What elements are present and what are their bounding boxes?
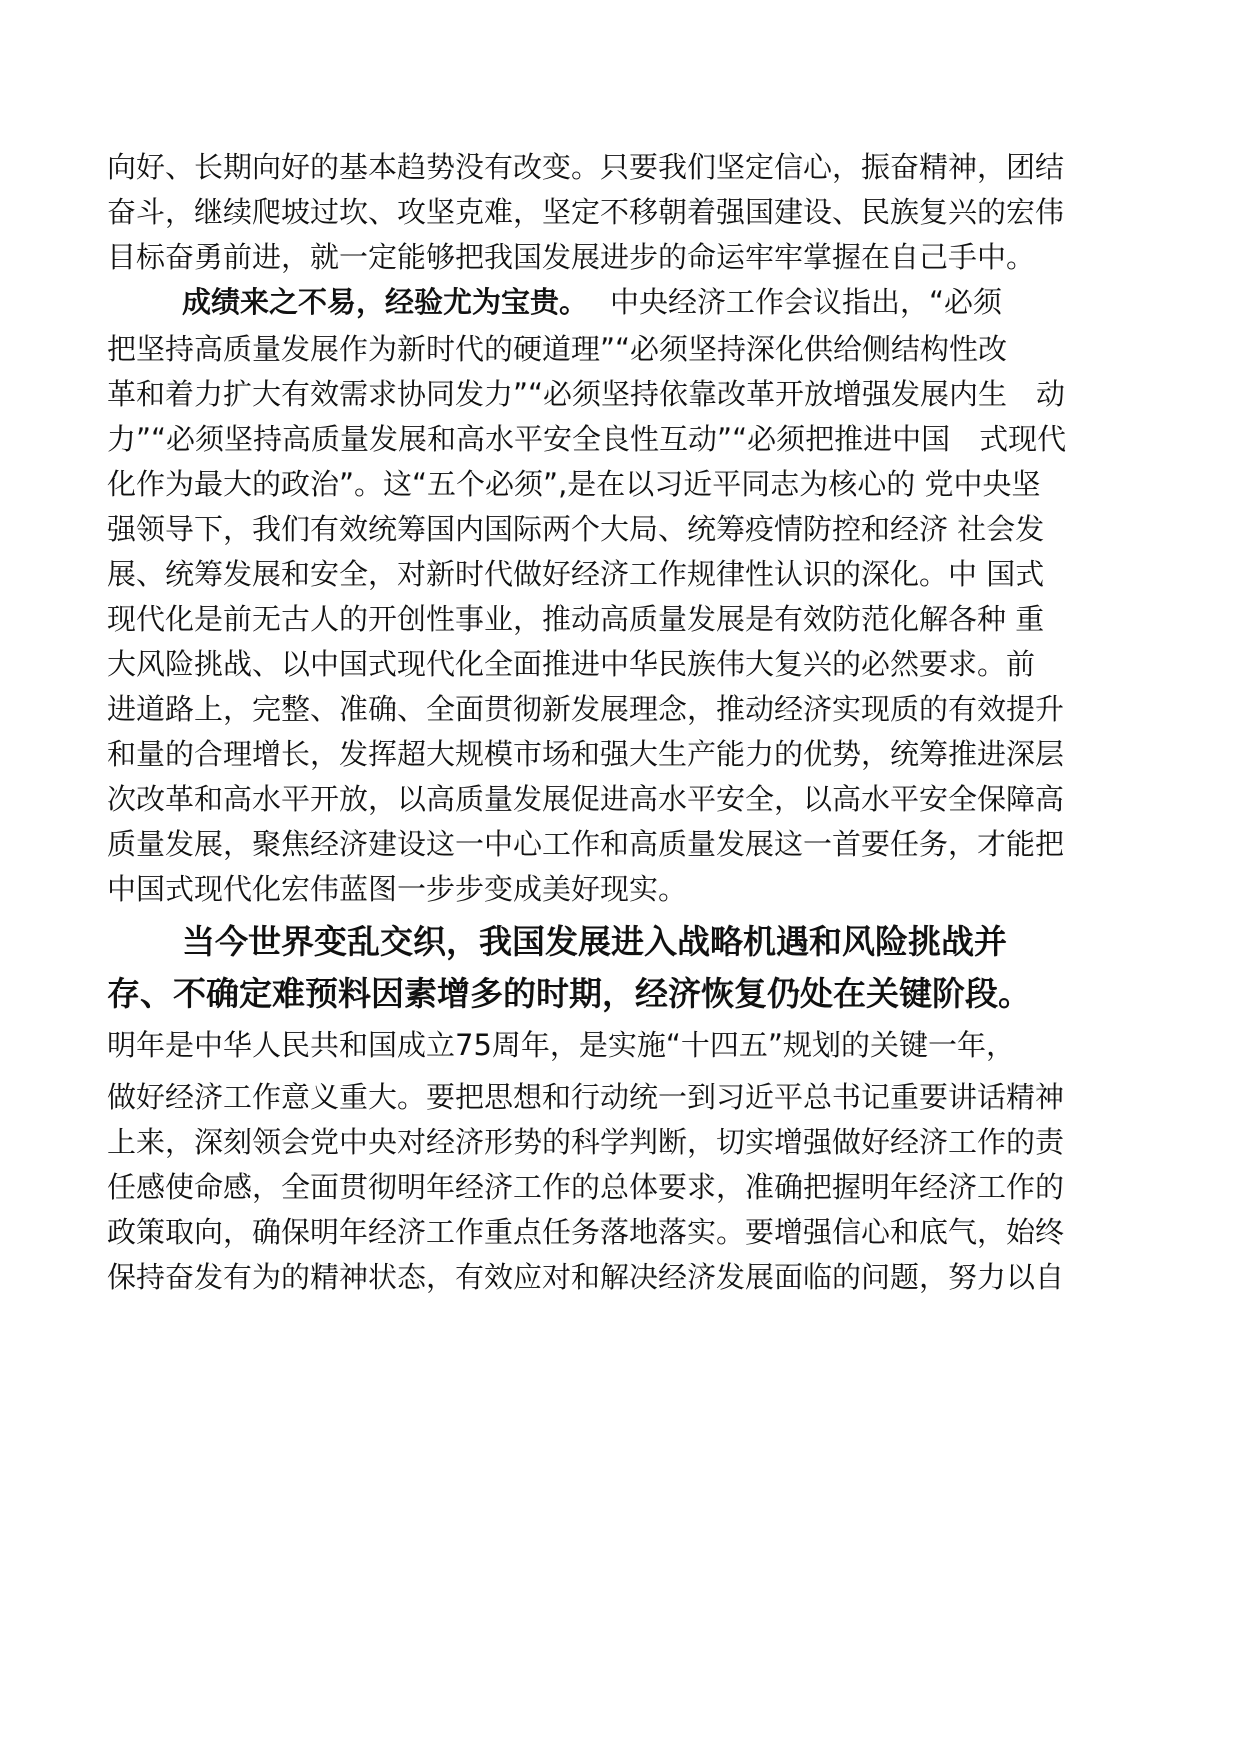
text-line: 展、统筹发展和安全，对新时代做好经济工作规律性认识的深化。中 国式 (107, 557, 1045, 591)
text-line: 目标奋勇前进，就一定能够把我国发展进步的命运牢牢掌握在自己手中。 (107, 240, 1036, 274)
lead-rest: 中央经济工作会议指出，“必须 (610, 285, 1003, 319)
text-line: 政策取向，确保明年经济工作重点任务落地落实。要增强信心和底气，始终 (107, 1215, 1065, 1249)
text-line: 明年是中华人民共和国成立75周年，是实施“十四五”规划的关键一年， (107, 1028, 1015, 1062)
text-line: 上来，深刻领会党中央对经济形势的科学判断，切实增强做好经济工作的责 (107, 1125, 1065, 1159)
text-line: 大风险挑战、以中国式现代化全面推进中华民族伟大复兴的必然要求。前 (107, 647, 1036, 681)
bold-heading-line: 存、不确定难预料因素增多的时期，经济恢复仍处在关键阶段。 (107, 974, 1031, 1013)
text-line: 现代化是前无古人的开创性事业，推动高质量发展是有效防范化解各种 重 (107, 602, 1045, 636)
text-line: 中国式现代化宏伟蓝图一步步变成美好现实。 (107, 872, 688, 906)
text-line: 和量的合理增长，发挥超大规模市场和强大生产能力的优势，统筹推进深层 (107, 737, 1065, 771)
text-line: 质量发展，聚焦经济建设这一中心工作和高质量发展这一首要任务，才能把 (107, 827, 1065, 861)
text-line: 强领导下，我们有效统筹国内国际两个大局、统筹疫情防控和经济 社会发 (107, 512, 1045, 546)
text-line: 次改革和高水平开放，以高质量发展促进高水平安全，以高水平安全保障高 (107, 782, 1065, 816)
paragraph-lead-line (182, 281, 1002, 323)
text-line: 革和着力扩大有效需求协同发力”“必须坚持依靠改革开放增强发展内生 动 (107, 377, 1066, 411)
text-line: 化作为最大的政治”。这“五个必须”,是在以习近平同志为核心的 党中央坚 (107, 467, 1041, 501)
text-line: 把坚持高质量发展作为新时代的硬道理”“必须坚持深化供给侧结构性改 (107, 332, 1008, 366)
text-line: 力”“必须坚持高质量发展和高水平安全良性互动”“必须把推进中国 式现代 (107, 422, 1067, 456)
text-line: 做好经济工作意义重大。要把思想和行动统一到习近平总书记重要讲话精神 (107, 1080, 1065, 1114)
text-line: 任感使命感，全面贯彻明年经济工作的总体要求，准确把握明年经济工作的 (107, 1170, 1065, 1204)
text-line: 进道路上，完整、准确、全面贯彻新发展理念，推动经济实现质的有效提升 (107, 692, 1065, 726)
text-line: 向好、长期向好的基本趋势没有改变。只要我们坚定信心，振奋精神，团结 (107, 150, 1065, 184)
bold-lead-sentence: 成绩来之不易，经验尤为宝贵。 (182, 285, 589, 319)
text-line: 保持奋发有为的精神状态，有效应对和解决经济发展面临的问题，努力以自 (107, 1260, 1065, 1294)
bold-heading-line: 当今世界变乱交织，我国发展进入战略机遇和风险挑战并 (182, 922, 1007, 961)
text-line: 奋斗，继续爬坡过坎、攻坚克难，坚定不移朝着强国建设、民族复兴的宏伟 (107, 195, 1065, 229)
